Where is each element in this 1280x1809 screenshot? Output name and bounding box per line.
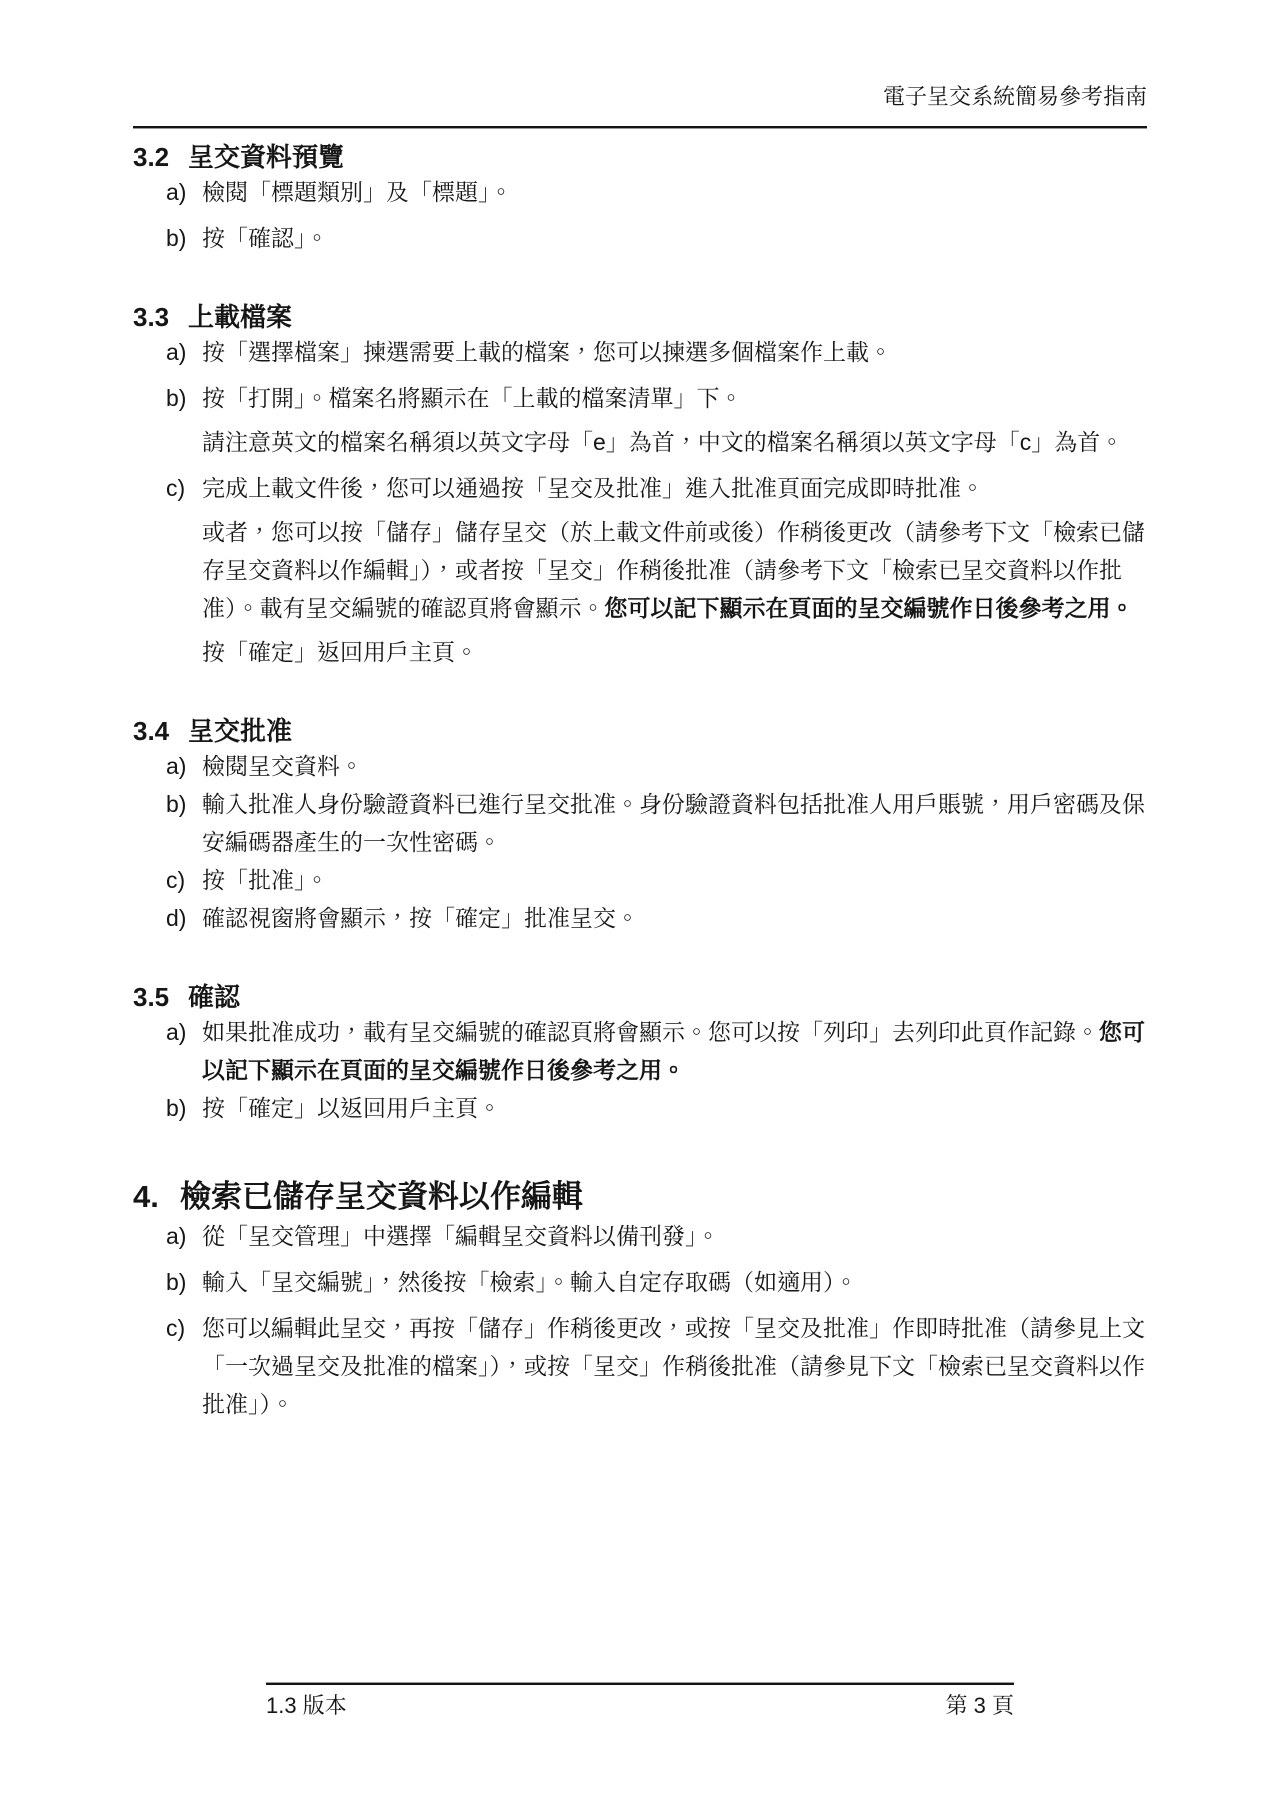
section-heading (133, 141, 1147, 173)
list-item-a (133, 1013, 1147, 1089)
footer-rule (266, 1682, 1014, 1685)
paragraph (202, 1013, 1147, 1089)
paragraph (202, 633, 1147, 671)
footer-page-number: 第 3 頁 (945, 1693, 1014, 1718)
item-text (202, 747, 1147, 785)
page-footer (266, 1682, 1014, 1719)
bold-note: 您可以記下顯示在頁面的呈交編號作日後參考之用。 (604, 595, 1134, 621)
item-text (202, 333, 1147, 371)
section-number: 3.4 (133, 716, 170, 746)
item-label: c) (166, 867, 186, 893)
section-4 (133, 1177, 1147, 1423)
text-run: 輸入「呈交編號」，然後按「檢索」。輸入自定存取碼（如適用）。 (202, 1269, 858, 1295)
paragraph (202, 1217, 1147, 1255)
text-run: 按「確定」返回用戶主頁。 (202, 639, 478, 665)
list-item-a (133, 333, 1147, 371)
text-run: 確認視窗將會顯示，按「確定」批准呈交。 (202, 905, 639, 931)
text-run: 請注意英文的檔案名稱須以英文字母「e」為首，中文的檔案名稱須以英文字母「c」為首。 (202, 429, 1124, 455)
list-item-c (133, 1309, 1147, 1423)
section-title: 確認 (188, 982, 241, 1012)
text-run: 按「確定」以返回用戶主頁。 (202, 1095, 501, 1121)
section-number: 4. (133, 1179, 159, 1214)
header-rule (133, 126, 1147, 129)
item-label: a) (166, 1019, 187, 1045)
section-title: 上載檔案 (188, 302, 293, 332)
item-label: b) (166, 385, 187, 411)
text-run: 如果批准成功，載有呈交編號的確認頁將會顯示。您可以按「列印」去列印此頁作記錄。 (202, 1019, 1099, 1045)
list-item-d (133, 899, 1147, 937)
list-item-b (133, 379, 1147, 461)
section-heading (133, 301, 1147, 333)
item-label: b) (166, 1269, 187, 1295)
section-3.3 (133, 301, 1147, 671)
paragraph (202, 1263, 1147, 1301)
text-run: 按「打開」。檔案名將顯示在「上載的檔案清單」下。 (202, 385, 743, 411)
section-number: 3.2 (133, 142, 170, 172)
list-item-c (133, 861, 1147, 899)
item-label: a) (166, 179, 187, 205)
item-text (202, 785, 1147, 861)
bold-note: 您可以記下顯示在頁面的呈交編號作日後參考之用。 (202, 1019, 1145, 1083)
list-item-b (133, 1089, 1147, 1127)
section-number: 3.5 (133, 982, 170, 1012)
paragraph (202, 899, 1147, 937)
item-label: c) (166, 475, 186, 501)
footer-version: 1.3 版本 (266, 1693, 347, 1718)
paragraph (202, 1089, 1147, 1127)
list-item-b (133, 219, 1147, 257)
paragraph (202, 1309, 1147, 1423)
list-item-a (133, 747, 1147, 785)
item-label: d) (166, 905, 187, 931)
list-item-a (133, 1217, 1147, 1255)
item-text (202, 1309, 1147, 1423)
section-title: 呈交批准 (188, 716, 293, 746)
list-item-b (133, 785, 1147, 861)
section-heading (133, 1177, 1147, 1217)
text-run: 按「選擇檔案」揀選需要上載的檔案，您可以揀選多個檔案作上載。 (202, 339, 892, 365)
paragraph (202, 379, 1147, 417)
text-run: 從「呈交管理」中選擇「編輯呈交資料以備刊發」。 (202, 1223, 720, 1249)
paragraph (202, 333, 1147, 371)
text-run: 按「批准」。 (202, 867, 329, 893)
footer-row (266, 1693, 1014, 1719)
text-run: 檢閱「標題類別」及「標題」。 (202, 179, 513, 205)
text-run: 您可以編輯此呈交，再按「儲存」作稍後更改，或按「呈交及批准」作即時批准（請參見上文「一次過呈交及批准的檔案」），或按「呈交」作稍後批准（請參見下文「檢索已呈交資料以作批准」）。 (202, 1315, 1145, 1417)
section-3.4 (133, 715, 1147, 937)
header-title: 電子呈交系統簡易參考指南 (882, 84, 1147, 109)
item-text (202, 899, 1147, 937)
text-run: 完成上載文件後，您可以通過按「呈交及批准」進入批准頁面完成即時批准。 (202, 475, 984, 501)
item-text (202, 1089, 1147, 1127)
section-3.5 (133, 981, 1147, 1127)
section-number: 3.3 (133, 302, 170, 332)
item-text (202, 173, 1147, 211)
item-label: b) (166, 225, 187, 251)
item-label: a) (166, 753, 187, 779)
section-heading (133, 981, 1147, 1013)
item-text (202, 1217, 1147, 1255)
section-heading (133, 715, 1147, 747)
item-text (202, 1263, 1147, 1301)
document-body (133, 141, 1147, 1423)
paragraph (202, 513, 1147, 627)
text-run: 按「確認」。 (202, 225, 329, 251)
paragraph (202, 747, 1147, 785)
item-text (202, 861, 1147, 899)
section-title: 檢索已儲存呈交資料以作編輯 (180, 1179, 583, 1214)
item-text (202, 219, 1147, 257)
text-run: 或者，您可以按「儲存」儲存呈交（於上載文件前或後）作稍後更改（請參考下文「檢索已儲存呈交資料以作編輯」），或者按「呈交」作稍後批准（請參考下文「檢索已呈交資料以作批准）。載有呈交編號的確認頁將會顯示。 (202, 519, 1145, 621)
paragraph (202, 469, 1147, 507)
paragraph (202, 423, 1147, 461)
text-run: 檢閱呈交資料。 (202, 753, 363, 779)
item-label: c) (166, 1315, 186, 1341)
item-label: a) (166, 1223, 187, 1249)
list-item-c (133, 469, 1147, 671)
section-3.2 (133, 141, 1147, 257)
item-text (202, 469, 1147, 671)
item-text (202, 379, 1147, 461)
list-item-a (133, 173, 1147, 211)
text-run: 輸入批准人身份驗證資料已進行呈交批准。身份驗證資料包括批准人用戶賬號，用戶密碼及保安編碼器產生的一次性密碼。 (202, 791, 1145, 855)
item-text (202, 1013, 1147, 1089)
paragraph (202, 785, 1147, 861)
list-item-b (133, 1263, 1147, 1301)
paragraph (202, 219, 1147, 257)
item-label: b) (166, 1095, 187, 1121)
item-label: a) (166, 339, 187, 365)
item-label: b) (166, 791, 187, 817)
paragraph (202, 861, 1147, 899)
section-title: 呈交資料預覽 (188, 142, 345, 172)
paragraph (202, 173, 1147, 211)
page-header (133, 0, 1147, 129)
